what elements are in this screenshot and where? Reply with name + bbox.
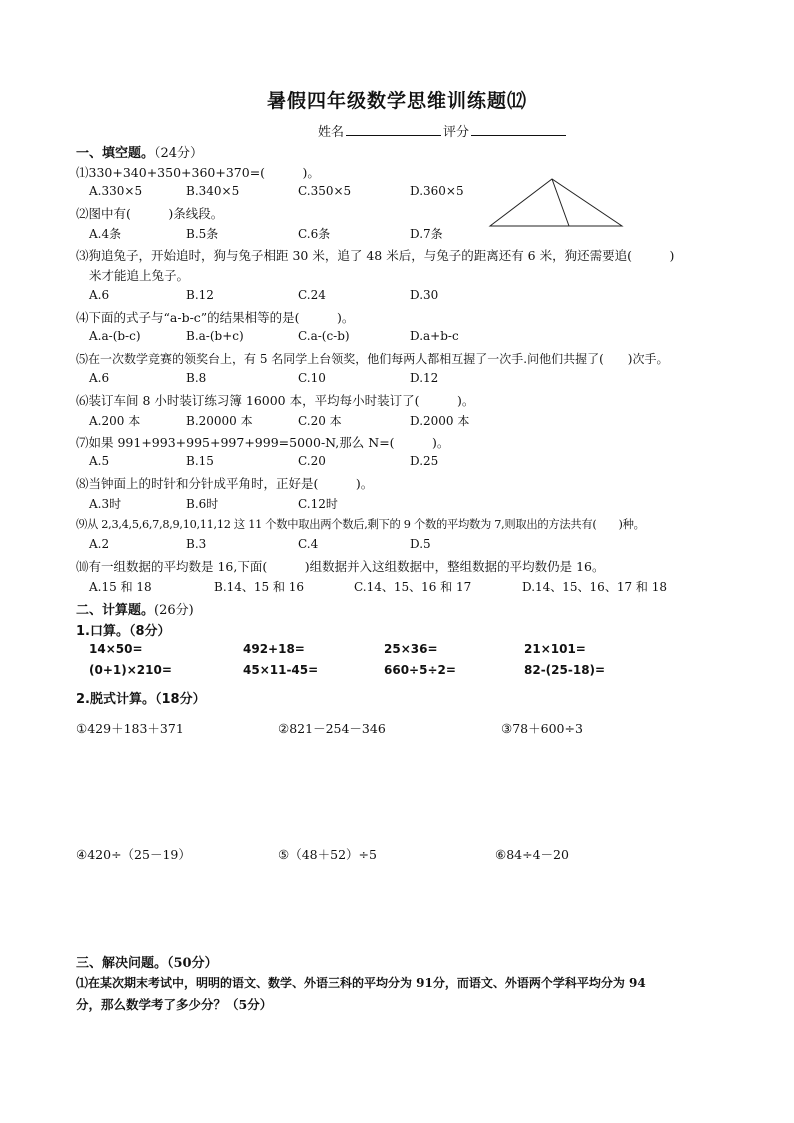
- mental-math-item: 14×50=: [89, 642, 143, 656]
- step-calculation-heading: 2.脱式计算。（18分）: [76, 692, 206, 707]
- q7-option-b: B.15: [186, 454, 214, 468]
- step-calculation-item: ①429＋183＋371: [76, 721, 184, 736]
- q3-option-d: D.30: [410, 288, 439, 302]
- q10-option-c: C.14、15、16 和 17: [354, 580, 472, 594]
- question-8: ⑻当钟面上的时针和分针成平角时，正好是( )。: [76, 476, 374, 491]
- q8-option-a: A.3时: [89, 497, 122, 511]
- q5-option-a: A.6: [89, 371, 110, 385]
- q9-option-c: C.4: [298, 537, 319, 551]
- q4-option-d: D.a+b-c: [410, 329, 459, 343]
- q7-option-c: C.20: [298, 454, 326, 468]
- q5-option-d: D.12: [410, 371, 439, 385]
- step-calculation-item: ④420÷（25－19）: [76, 847, 191, 862]
- mental-math-item: 82-(25-18)=: [524, 663, 606, 677]
- q3-option-b: B.12: [186, 288, 214, 302]
- q8-option-c: C.12时: [298, 497, 338, 511]
- mental-math-item: 492+18=: [243, 642, 305, 656]
- step-calculation-item: ③78＋600÷3: [501, 721, 583, 736]
- q8-option-b: B.6时: [186, 497, 219, 511]
- mental-math-item: 25×36=: [384, 642, 438, 656]
- section-2-title: 二、计算题。: [76, 603, 155, 618]
- mental-math-item: 21×101=: [524, 642, 586, 656]
- q7-option-d: D.25: [410, 454, 439, 468]
- mental-math-item: 45×11-45=: [243, 663, 319, 677]
- q6-option-b: B.20000 本: [186, 414, 253, 428]
- q10-option-a: A.15 和 18: [89, 580, 152, 594]
- q1-option-b: B.340×5: [186, 184, 240, 198]
- q1-option-a: A.330×5: [89, 184, 143, 198]
- question-1: ⑴330+340+350+360+370=( )。: [76, 165, 320, 180]
- page-title: 暑假四年级数学思维训练题⑿: [266, 90, 527, 112]
- q3-option-a: A.6: [89, 288, 110, 302]
- score-blank[interactable]: [471, 123, 566, 136]
- q9-option-b: B.3: [186, 537, 207, 551]
- problem-1-line-1: ⑴在某次期末考试中，明明的语文、数学、外语三科的平均分为 91分，而语文、外语两个学科平均分为 94: [76, 976, 646, 990]
- q6-option-d: D.2000 本: [410, 414, 470, 428]
- q2-option-d: D.7条: [410, 227, 443, 241]
- q1-option-c: C.350×5: [298, 184, 352, 198]
- q4-option-c: C.a-(c-b): [298, 329, 350, 343]
- line-segments-figure: [488, 176, 624, 230]
- name-label: 姓名: [318, 125, 345, 140]
- q5-option-b: B.8: [186, 371, 207, 385]
- question-2: ⑵图中有( )条线段。: [76, 206, 224, 221]
- q6-option-c: C.20 本: [298, 414, 342, 428]
- section-1-heading: [76, 142, 203, 161]
- name-blank[interactable]: [346, 123, 441, 136]
- q4-option-a: A.a-(b-c): [89, 329, 141, 343]
- name-score-line: [318, 121, 568, 140]
- question-6: ⑹装订车间 8 小时装订练习簿 16000 本，平均每小时装订了( )。: [76, 393, 475, 408]
- q6-option-a: A.200 本: [89, 414, 141, 428]
- q10-option-d: D.14、15、16、17 和 18: [522, 580, 667, 594]
- q10-option-b: B.14、15 和 16: [214, 580, 305, 594]
- score-label: 评分: [443, 125, 470, 140]
- question-9: ⑼从 2,3,4,5,6,7,8,9,10,11,12 这 11 个数中取出两个数后,剩下的 9 个数的平均数为 7,则取出的方法共有( )种。: [76, 518, 645, 531]
- question-3-line-2: 米才能追上兔子。: [89, 268, 190, 283]
- question-10: ⑽有一组数据的平均数是 16,下面( )组数据并入这组数据中，整组数据的平均数仍是 16。: [76, 559, 605, 574]
- q9-option-a: A.2: [89, 537, 110, 551]
- step-calculation-item: ⑥84÷4－20: [495, 847, 569, 862]
- q5-option-c: C.10: [298, 371, 326, 385]
- section-3-heading: 三、解决问题。（50分）: [76, 956, 218, 971]
- q3-option-c: C.24: [298, 288, 326, 302]
- q7-option-a: A.5: [89, 454, 110, 468]
- mental-math-item: (0+1)×210=: [89, 663, 172, 677]
- mental-math-heading: 1.口算。（8分）: [76, 624, 171, 639]
- question-5: ⑸在一次数学竞赛的领奖台上，有 5 名同学上台领奖，他们每两人都相互握了一次手.问他们共握了( )次手。: [76, 352, 669, 366]
- q9-option-d: D.5: [410, 537, 431, 551]
- step-calculation-item: ⑤（48＋52）÷5: [278, 847, 377, 862]
- question-3: ⑶狗追兔子，开始追时，狗与兔子相距 30 米，追了 48 米后，与兔子的距离还有 6 米，狗还需要追( ): [76, 248, 675, 263]
- q2-option-c: C.6条: [298, 227, 331, 241]
- section-1-points: （24分）: [154, 146, 204, 161]
- q2-option-a: A.4条: [89, 227, 122, 241]
- step-calculation-item: ②821－254－346: [278, 721, 386, 736]
- question-4: ⑷下面的式子与“a-b-c”的结果相等的是( )。: [76, 310, 355, 325]
- q4-option-b: B.a-(b+c): [186, 329, 244, 343]
- problem-1-line-2: 分，那么数学考了多少分？（5分）: [76, 997, 273, 1012]
- question-7: ⑺如果 991+993+995+997+999=5000-N,那么 N=( )。: [76, 435, 450, 450]
- q2-option-b: B.5条: [186, 227, 219, 241]
- section-1-title: 一、填空题。: [76, 146, 155, 161]
- mental-math-item: 660÷5÷2=: [384, 663, 456, 677]
- q1-option-d: D.360×5: [410, 184, 464, 198]
- section-2-points: (26分): [154, 603, 194, 618]
- section-2-heading: [76, 599, 194, 618]
